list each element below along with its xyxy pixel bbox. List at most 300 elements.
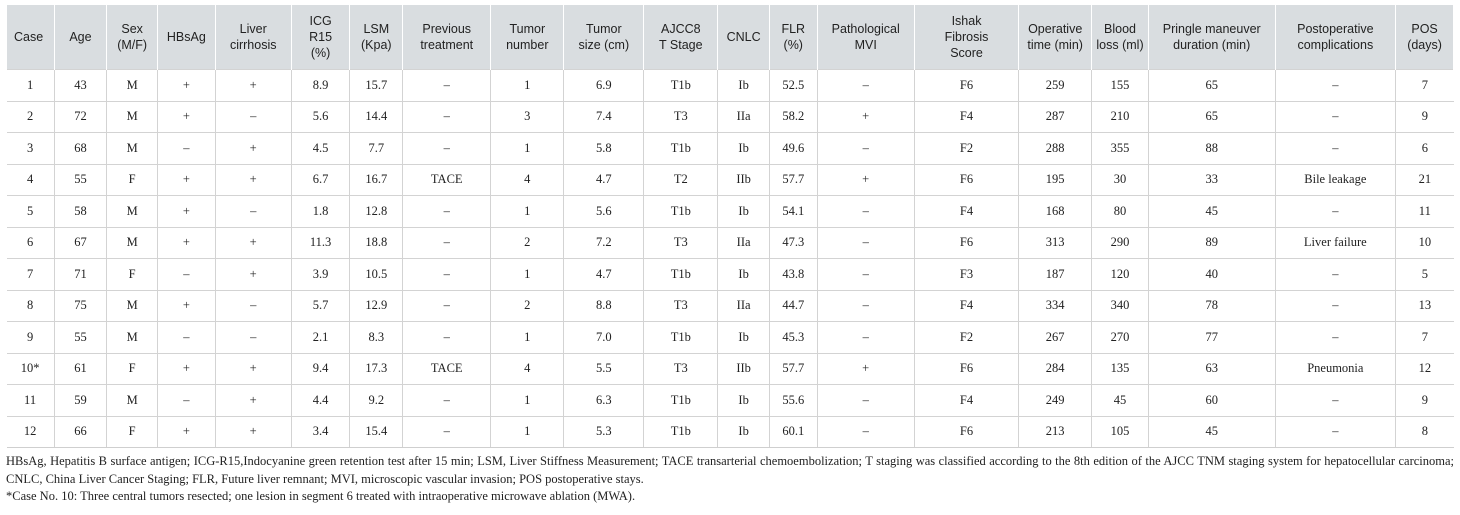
table-cell: 49.6: [769, 133, 817, 165]
table-cell: 15.7: [350, 70, 403, 102]
table-cell: M: [107, 101, 158, 133]
table-cell: 45: [1148, 196, 1275, 228]
table-cell: –: [1275, 133, 1396, 165]
table-cell: +: [157, 353, 215, 385]
table-cell: +: [817, 353, 914, 385]
table-cell: –: [817, 227, 914, 259]
column-header-line: Score: [950, 46, 983, 60]
table-cell: 17.3: [350, 353, 403, 385]
table-cell: T3: [644, 290, 718, 322]
table-cell: –: [817, 70, 914, 102]
table-cell: Pneumonia: [1275, 353, 1396, 385]
table-cell: 2: [491, 227, 564, 259]
table-cell: 5.6: [291, 101, 350, 133]
column-header: [564, 5, 644, 70]
table-cell: 65: [1148, 101, 1275, 133]
case-10-footnote: *Case No. 10: Three central tumors resected; one lesion in segment 6 treated with intraoperative microwave ablation (MWA).: [6, 489, 636, 503]
table-cell: +: [215, 259, 291, 291]
table-cell: –: [817, 259, 914, 291]
column-header: [215, 5, 291, 70]
table-cell: 59: [54, 385, 107, 417]
table-cell: –: [1275, 416, 1396, 448]
table-cell: 12: [7, 416, 55, 448]
column-header-line: AJCC8: [661, 22, 701, 36]
table-cell: 340: [1092, 290, 1149, 322]
table-cell: 10.5: [350, 259, 403, 291]
table-cell: F4: [914, 196, 1018, 228]
table-cell: T3: [644, 353, 718, 385]
table-cell: 71: [54, 259, 107, 291]
table-cell: 33: [1148, 164, 1275, 196]
table-cell: 63: [1148, 353, 1275, 385]
table-cell: 8: [7, 290, 55, 322]
table-cell: 43.8: [769, 259, 817, 291]
table-cell: 44.7: [769, 290, 817, 322]
table-cell: +: [215, 133, 291, 165]
table-cell: F6: [914, 70, 1018, 102]
table-cell: T1b: [644, 322, 718, 354]
column-header-line: Operative: [1028, 22, 1083, 36]
column-header-line: cirrhosis: [229, 38, 277, 52]
column-header-line: CNLC: [726, 30, 761, 44]
table-cell: T1b: [644, 196, 718, 228]
table-cell: –: [817, 385, 914, 417]
table-cell: 355: [1092, 133, 1149, 165]
column-header-line: Liver: [239, 22, 267, 36]
table-cell: –: [817, 133, 914, 165]
table-cell: 21: [1396, 164, 1454, 196]
table-cell: 72: [54, 101, 107, 133]
table-cell: Ib: [718, 133, 770, 165]
table-row: [7, 101, 1454, 133]
table-cell: F4: [914, 101, 1018, 133]
column-header-line: Fibrosis: [944, 30, 989, 44]
column-header-line: (%): [783, 38, 803, 52]
table-cell: 45.3: [769, 322, 817, 354]
table-cell: 1: [491, 322, 564, 354]
column-header-line: (%): [310, 46, 331, 60]
table-cell: 52.5: [769, 70, 817, 102]
column-header: [107, 5, 158, 70]
table-cell: 10*: [7, 353, 55, 385]
table-cell: –: [817, 196, 914, 228]
table-cell: IIb: [718, 164, 770, 196]
table-cell: T2: [644, 164, 718, 196]
table-cell: 4: [491, 164, 564, 196]
table-cell: 120: [1092, 259, 1149, 291]
table-cell: 1: [491, 196, 564, 228]
table-cell: IIa: [718, 290, 770, 322]
table-cell: 8: [1396, 416, 1454, 448]
column-header-line: MVI: [854, 38, 877, 52]
table-cell: 287: [1019, 101, 1092, 133]
column-header-line: Tumor: [509, 22, 546, 36]
table-cell: 16.7: [350, 164, 403, 196]
table-cell: Ib: [718, 322, 770, 354]
table-cell: 11: [7, 385, 55, 417]
table-cell: 11: [1396, 196, 1454, 228]
table-cell: F2: [914, 322, 1018, 354]
column-header: [1019, 5, 1092, 70]
column-header: [718, 5, 770, 70]
table-cell: +: [157, 101, 215, 133]
table-cell: 3.9: [291, 259, 350, 291]
column-header-line: Age: [69, 30, 92, 44]
table-cell: 270: [1092, 322, 1149, 354]
column-header-line: time (min): [1027, 38, 1083, 52]
table-row: [7, 322, 1454, 354]
table-cell: 47.3: [769, 227, 817, 259]
table-cell: 67: [54, 227, 107, 259]
table-cell: 40: [1148, 259, 1275, 291]
table-cell: +: [215, 164, 291, 196]
table-cell: +: [215, 385, 291, 417]
table-cell: –: [1275, 385, 1396, 417]
table-cell: 249: [1019, 385, 1092, 417]
column-header-line: loss (ml): [1096, 38, 1144, 52]
table-cell: 1.8: [291, 196, 350, 228]
table-cell: 168: [1019, 196, 1092, 228]
table-cell: –: [1275, 196, 1396, 228]
table-cell: 288: [1019, 133, 1092, 165]
table-cell: –: [215, 290, 291, 322]
column-header-line: FLR: [781, 22, 806, 36]
table-cell: –: [215, 101, 291, 133]
table-cell: M: [107, 70, 158, 102]
table-cell: F: [107, 164, 158, 196]
table-cell: T1b: [644, 70, 718, 102]
table-cell: 75: [54, 290, 107, 322]
table-cell: 105: [1092, 416, 1149, 448]
table-cell: 4.7: [564, 164, 644, 196]
table-cell: –: [403, 322, 491, 354]
column-header-line: Blood: [1104, 22, 1137, 36]
table-cell: –: [1275, 259, 1396, 291]
table-cell: 6.7: [291, 164, 350, 196]
column-header: [769, 5, 817, 70]
table-cell: –: [1275, 101, 1396, 133]
table-cell: 54.1: [769, 196, 817, 228]
table-cell: 3: [491, 101, 564, 133]
column-header-line: ICG: [309, 14, 332, 28]
table-cell: –: [1275, 322, 1396, 354]
table-cell: 12.9: [350, 290, 403, 322]
table-cell: 5.5: [564, 353, 644, 385]
table-cell: 89: [1148, 227, 1275, 259]
table-cell: 9: [1396, 101, 1454, 133]
table-cell: +: [215, 227, 291, 259]
column-header: [350, 5, 403, 70]
table-cell: 1: [491, 416, 564, 448]
table-cell: –: [817, 290, 914, 322]
table-cell: +: [157, 227, 215, 259]
column-header-line: (days): [1407, 38, 1442, 52]
table-cell: TACE: [403, 353, 491, 385]
table-cell: +: [157, 164, 215, 196]
column-header-line: size (cm): [578, 38, 630, 52]
column-header-line: POS: [1411, 22, 1438, 36]
table-cell: M: [107, 385, 158, 417]
table-cell: 11.3: [291, 227, 350, 259]
table-cell: 13: [1396, 290, 1454, 322]
table-cell: +: [215, 70, 291, 102]
table-cell: –: [215, 322, 291, 354]
table-cell: 5: [7, 196, 55, 228]
column-header-line: number: [506, 38, 549, 52]
table-cell: F3: [914, 259, 1018, 291]
table-cell: 58.2: [769, 101, 817, 133]
table-cell: 155: [1092, 70, 1149, 102]
column-header: [644, 5, 718, 70]
table-cell: 5: [1396, 259, 1454, 291]
table-cell: 68: [54, 133, 107, 165]
column-header-line: Tumor: [585, 22, 622, 36]
table-cell: T3: [644, 101, 718, 133]
table-cell: 267: [1019, 322, 1092, 354]
column-header-line: Pringle maneuver: [1162, 22, 1261, 36]
table-cell: +: [157, 196, 215, 228]
table-cell: +: [157, 416, 215, 448]
table-cell: 66: [54, 416, 107, 448]
table-cell: 6: [7, 227, 55, 259]
table-cell: 7: [1396, 322, 1454, 354]
table-cell: TACE: [403, 164, 491, 196]
table-cell: IIb: [718, 353, 770, 385]
column-header-line: duration (min): [1173, 38, 1251, 52]
table-cell: 4.7: [564, 259, 644, 291]
table-row: [7, 385, 1454, 417]
column-header-line: complications: [1297, 38, 1374, 52]
table-header-row: [7, 5, 1454, 70]
table-cell: 213: [1019, 416, 1092, 448]
table-cell: –: [157, 133, 215, 165]
table-cell: 58: [54, 196, 107, 228]
column-header: [1148, 5, 1275, 70]
column-header-line: Pathological: [831, 22, 900, 36]
table-cell: +: [157, 290, 215, 322]
column-header: [1092, 5, 1149, 70]
table-cell: M: [107, 322, 158, 354]
table-cell: –: [1275, 70, 1396, 102]
table-row: [7, 196, 1454, 228]
table-cell: –: [157, 322, 215, 354]
table-cell: F6: [914, 353, 1018, 385]
table-cell: 290: [1092, 227, 1149, 259]
table-cell: 6.3: [564, 385, 644, 417]
table-cell: 9.4: [291, 353, 350, 385]
table-cell: 135: [1092, 353, 1149, 385]
table-cell: –: [403, 227, 491, 259]
table-cell: T3: [644, 227, 718, 259]
table-cell: 78: [1148, 290, 1275, 322]
table-cell: 2: [7, 101, 55, 133]
table-row: [7, 164, 1454, 196]
table-cell: 61: [54, 353, 107, 385]
table-cell: 55: [54, 322, 107, 354]
table-cell: 7.2: [564, 227, 644, 259]
table-cell: 7: [1396, 70, 1454, 102]
table-cell: 80: [1092, 196, 1149, 228]
table-cell: 334: [1019, 290, 1092, 322]
table-cell: –: [403, 416, 491, 448]
column-header-line: treatment: [420, 38, 474, 52]
table-cell: 4.4: [291, 385, 350, 417]
table-cell: F6: [914, 164, 1018, 196]
table-row: [7, 290, 1454, 322]
table-row: [7, 70, 1454, 102]
table-row: [7, 133, 1454, 165]
column-header: [157, 5, 215, 70]
table-cell: –: [403, 196, 491, 228]
column-header-line: T Stage: [659, 38, 703, 52]
table-cell: 4: [491, 353, 564, 385]
table-cell: 9: [1396, 385, 1454, 417]
table-cell: F6: [914, 416, 1018, 448]
table-cell: Bile leakage: [1275, 164, 1396, 196]
table-cell: 9: [7, 322, 55, 354]
table-cell: 1: [491, 385, 564, 417]
table-cell: Ib: [718, 416, 770, 448]
table-cell: –: [157, 385, 215, 417]
table-cell: 60: [1148, 385, 1275, 417]
table-cell: 7: [7, 259, 55, 291]
table-container: [6, 5, 1454, 506]
table-cell: F6: [914, 227, 1018, 259]
table-cell: Ib: [718, 70, 770, 102]
table-cell: 9.2: [350, 385, 403, 417]
table-cell: –: [403, 290, 491, 322]
table-cell: 1: [491, 133, 564, 165]
table-cell: 7.7: [350, 133, 403, 165]
table-cell: 15.4: [350, 416, 403, 448]
table-row: [7, 227, 1454, 259]
table-cell: 5.6: [564, 196, 644, 228]
table-cell: 5.3: [564, 416, 644, 448]
table-cell: +: [215, 416, 291, 448]
table-cell: +: [817, 164, 914, 196]
table-cell: 3.4: [291, 416, 350, 448]
table-cell: 3: [7, 133, 55, 165]
table-cell: –: [817, 322, 914, 354]
table-cell: 2.1: [291, 322, 350, 354]
table-cell: T1b: [644, 259, 718, 291]
table-cell: T1b: [644, 133, 718, 165]
column-header: [54, 5, 107, 70]
column-header: [291, 5, 350, 70]
table-cell: F: [107, 259, 158, 291]
column-header: [1396, 5, 1454, 70]
table-cell: –: [403, 133, 491, 165]
table-cell: 6.9: [564, 70, 644, 102]
table-cell: Liver failure: [1275, 227, 1396, 259]
table-cell: M: [107, 227, 158, 259]
table-cell: 55: [54, 164, 107, 196]
table-cell: 7.4: [564, 101, 644, 133]
table-cell: –: [403, 70, 491, 102]
table-cell: F: [107, 353, 158, 385]
table-cell: Ib: [718, 259, 770, 291]
column-header: [817, 5, 914, 70]
column-header-line: (M/F): [117, 38, 148, 52]
table-cell: 1: [491, 70, 564, 102]
table-cell: 195: [1019, 164, 1092, 196]
table-cell: –: [215, 196, 291, 228]
table-cell: +: [215, 353, 291, 385]
table-cell: 8.3: [350, 322, 403, 354]
table-cell: 14.4: [350, 101, 403, 133]
column-header-line: Previous: [422, 22, 472, 36]
table-cell: M: [107, 133, 158, 165]
table-cell: 5.7: [291, 290, 350, 322]
column-header: [7, 5, 55, 70]
table-cell: 43: [54, 70, 107, 102]
table-cell: 6: [1396, 133, 1454, 165]
table-cell: 55.6: [769, 385, 817, 417]
table-cell: Ib: [718, 196, 770, 228]
column-header: [1275, 5, 1396, 70]
table-cell: +: [157, 70, 215, 102]
table-cell: 4.5: [291, 133, 350, 165]
table-cell: +: [817, 101, 914, 133]
table-cell: 8.8: [564, 290, 644, 322]
table-cell: –: [403, 259, 491, 291]
table-cell: M: [107, 290, 158, 322]
table-cell: F: [107, 416, 158, 448]
table-cell: F4: [914, 385, 1018, 417]
table-cell: 88: [1148, 133, 1275, 165]
patient-characteristics-table: [6, 5, 1454, 448]
table-cell: Ib: [718, 385, 770, 417]
table-cell: 1: [491, 259, 564, 291]
table-cell: T1b: [644, 416, 718, 448]
table-cell: 57.7: [769, 164, 817, 196]
table-cell: 8.9: [291, 70, 350, 102]
table-cell: 284: [1019, 353, 1092, 385]
table-cell: 45: [1092, 385, 1149, 417]
column-header-line: Sex: [121, 22, 143, 36]
table-cell: F4: [914, 290, 1018, 322]
table-cell: 2: [491, 290, 564, 322]
table-footnotes: [6, 453, 1454, 506]
table-cell: 18.8: [350, 227, 403, 259]
table-cell: 187: [1019, 259, 1092, 291]
column-header-line: Ishak: [951, 14, 982, 28]
table-cell: –: [817, 416, 914, 448]
table-cell: IIa: [718, 101, 770, 133]
table-cell: 4: [7, 164, 55, 196]
table-cell: 65: [1148, 70, 1275, 102]
table-cell: 5.8: [564, 133, 644, 165]
column-header: [403, 5, 491, 70]
table-cell: 45: [1148, 416, 1275, 448]
table-cell: 210: [1092, 101, 1149, 133]
table-row: [7, 259, 1454, 291]
table-cell: F2: [914, 133, 1018, 165]
column-header-line: Case: [14, 30, 44, 44]
table-cell: 60.1: [769, 416, 817, 448]
table-row: [7, 416, 1454, 448]
column-header-line: HBsAg: [166, 30, 206, 44]
table-cell: –: [403, 385, 491, 417]
table-cell: 1: [7, 70, 55, 102]
table-cell: 12: [1396, 353, 1454, 385]
column-header-line: Postoperative: [1297, 22, 1374, 36]
table-cell: 12.8: [350, 196, 403, 228]
column-header-line: LSM (Kpa): [361, 22, 392, 52]
table-cell: T1b: [644, 385, 718, 417]
table-body: [7, 70, 1454, 448]
table-cell: –: [403, 101, 491, 133]
